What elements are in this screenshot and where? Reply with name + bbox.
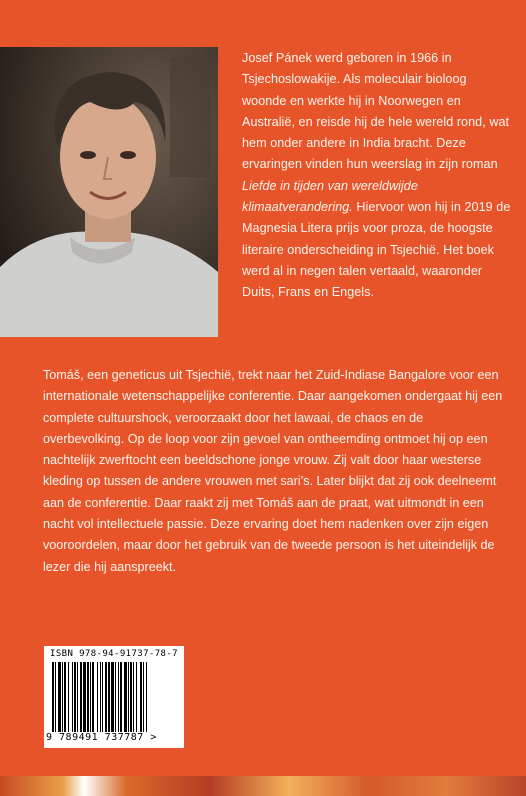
- book-blurb: [43, 365, 503, 578]
- author-bio: [242, 48, 512, 304]
- ean-digits: 9 789491 737787 >: [46, 732, 157, 743]
- isbn-label: ISBN 978-94-91737-78-7: [50, 649, 179, 659]
- bio-text-end: Hiervoor won hij in 2019 de Magnesia Litera prijs voor proza, de hoogste literaire onderscheiding in Tsjechië. Het boek werd al in negen talen vertaald, waaronder Duits, Frans en Engels.: [242, 200, 511, 300]
- blurb-text: Tomáš, een geneticus uit Tsjechië, trekt naar het Zuid-Indiase Bangalore voor een internationale wetenschappelijke conferentie. Daar aangekomen ondergaat hij een complete cultuurshock, veroorzaakt door het lawaai, de chaos en de overbevolking. Op de loop voor zijn gevoel van ontheemding ontmoet hij op een nachtelijk zwerftocht een beeldschone jonge vrouw. Zij valt door haar westerse kleding op tussen de andere vrouwen met sari’s. Later blijkt dat zij ook deelneemt aan de conferentie. Daar raakt zij met Tomáš aan de praat, wat uitmondt in een nacht vol intellectuele passie. Deze ervaring doet hem nadenken over zijn eigen vooroordelen, maar door het gebruik van de tweede persoon is het uiteindelijk de lezer die hij aanspreekt.: [43, 368, 503, 574]
- cover-artwork-strip: [0, 776, 526, 796]
- book-title: Liefde in tijden van wereldwijde klimaatverandering.: [242, 178, 418, 215]
- author-portrait-image: [0, 47, 218, 337]
- author-photo: [0, 47, 218, 337]
- bio-text-start: Josef Pánek werd geboren in 1966 in Tsjechoslowakije. Als moleculair bioloog woonde en werkte hij in Noorwegen en Australië, en reisde hij de hele wereld rond, wat hem onder andere in India bracht. Deze ervaringen vinden hun weerslag in zijn roman: [242, 51, 510, 172]
- barcode-bars: [52, 662, 176, 732]
- isbn-barcode: [44, 646, 184, 748]
